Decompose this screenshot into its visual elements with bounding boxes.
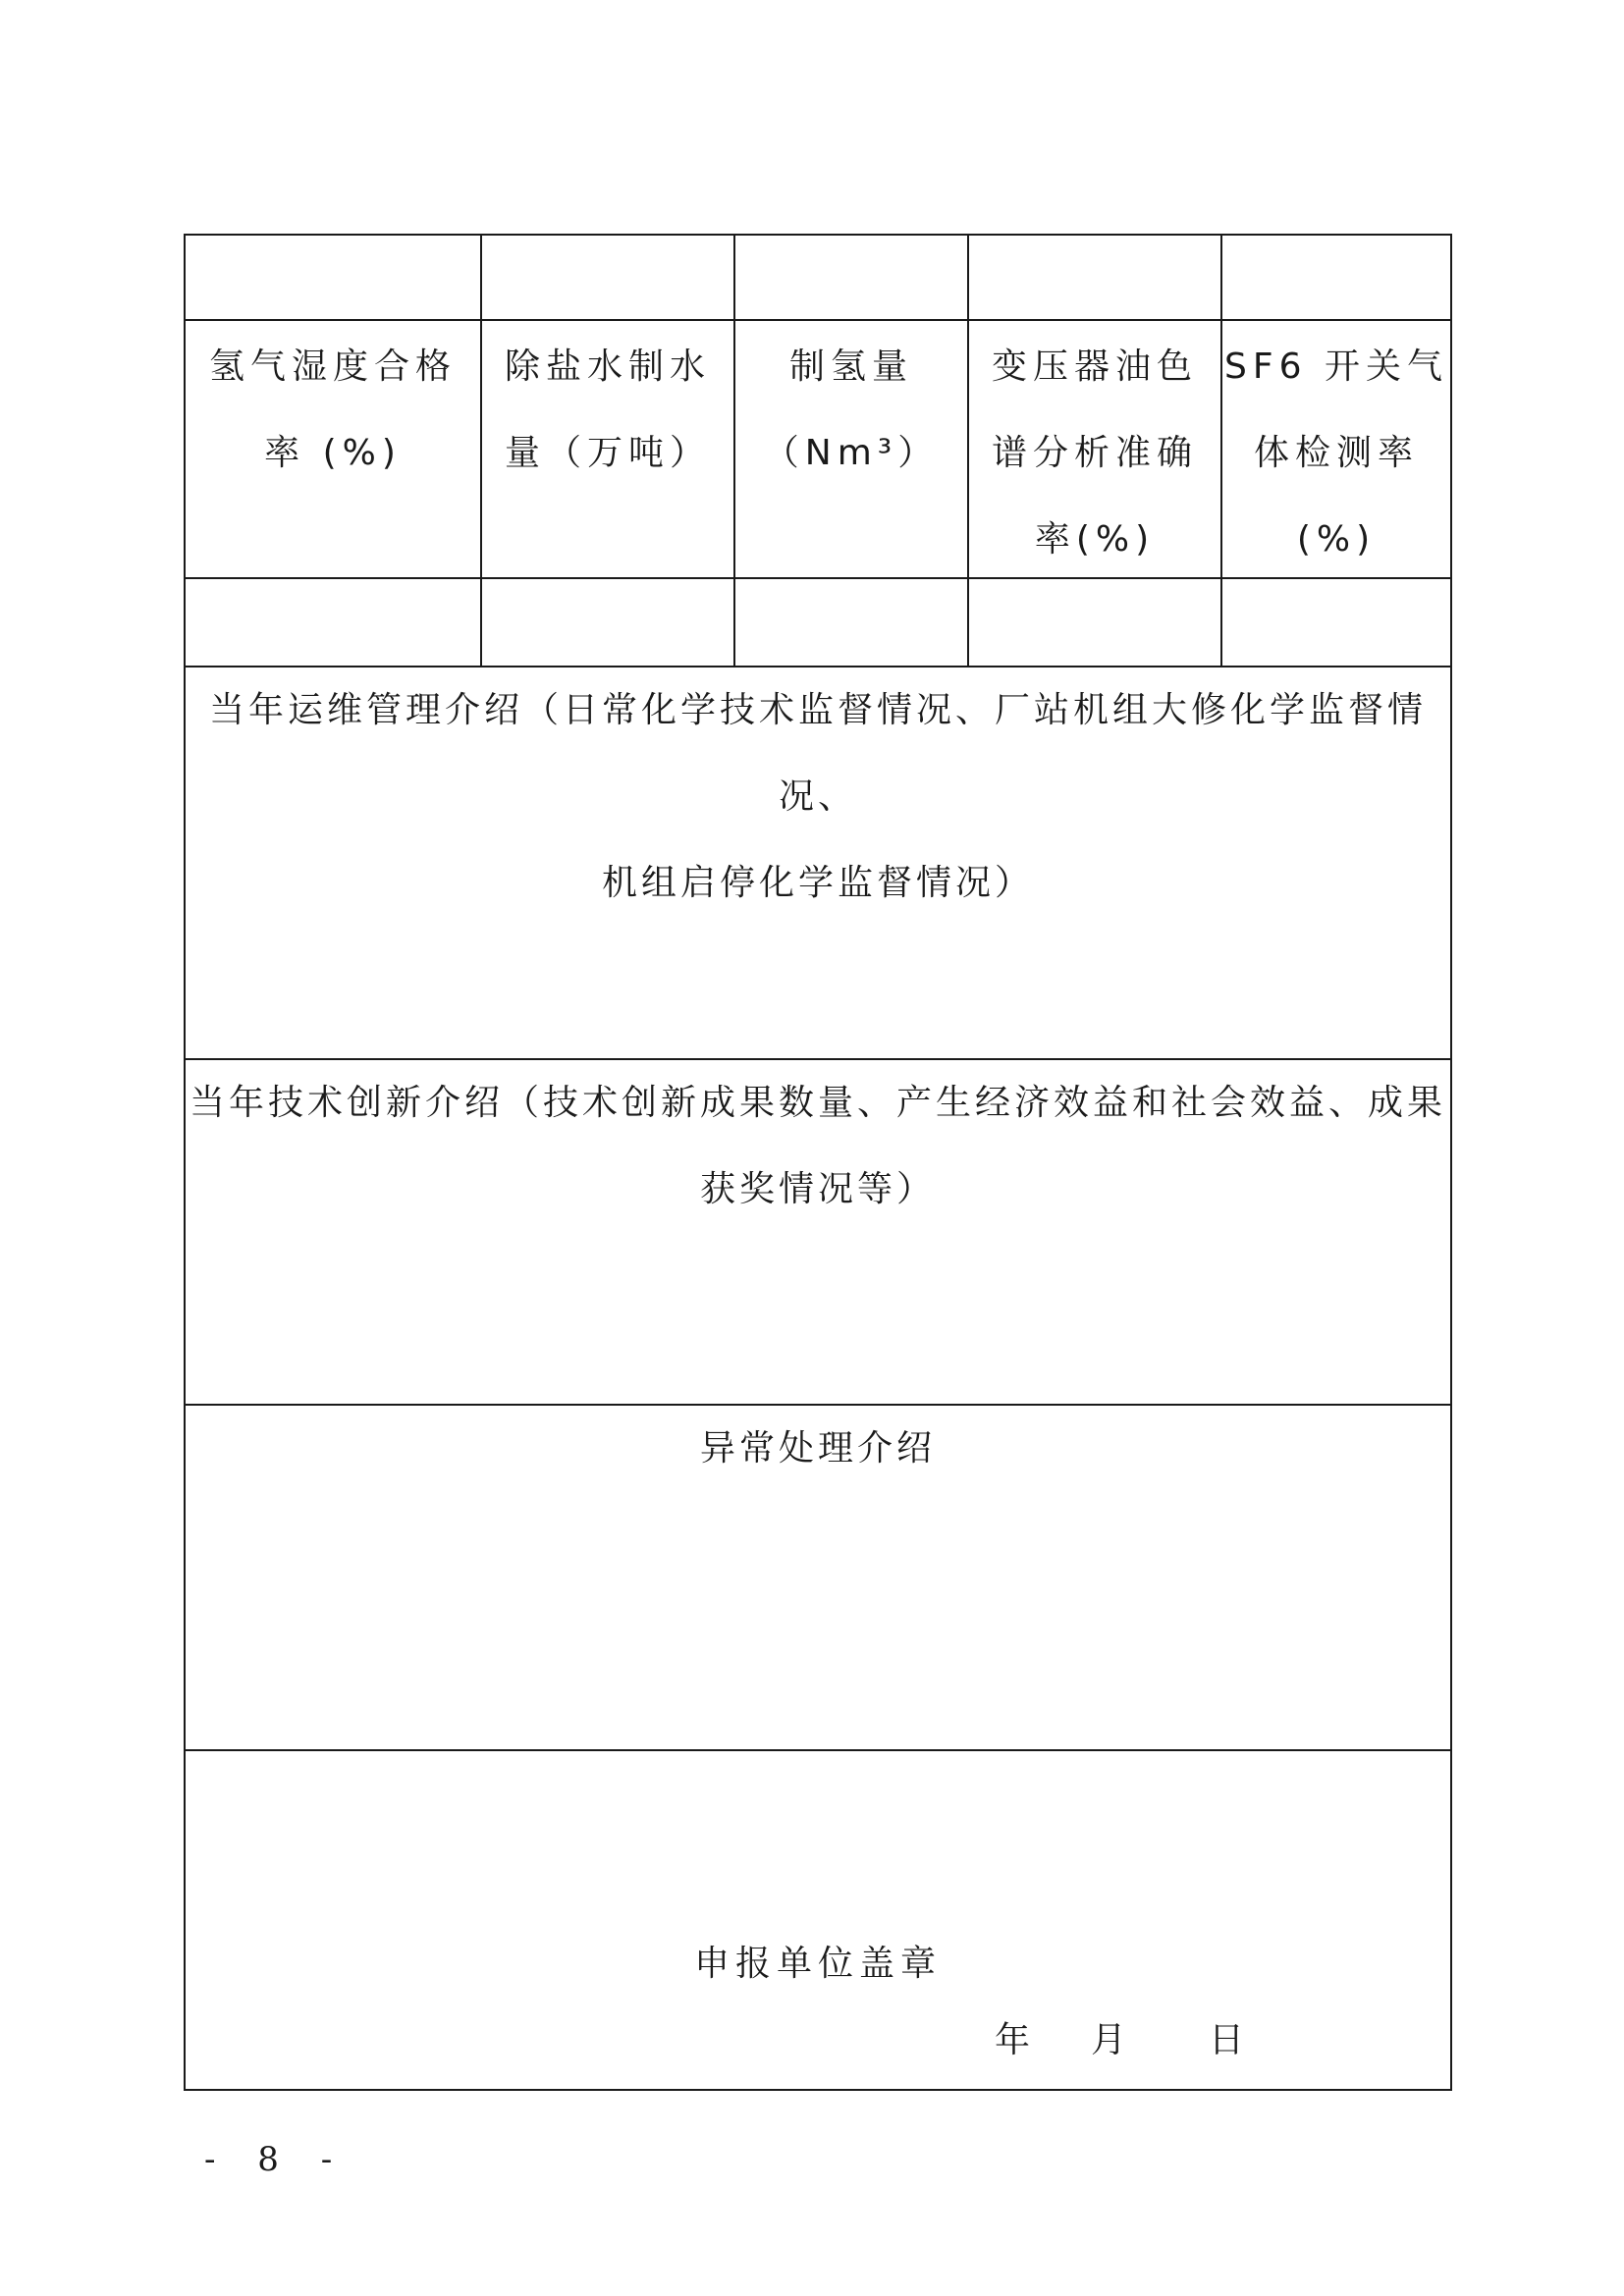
innovation-intro-section[interactable] [184,1060,1452,1404]
header-hydrogen-humidity-rate [186,324,480,497]
section-heading-line: 当年运维管理介绍（日常化学技术监督情况、厂站机组大修化学监督情况、 [208,690,1427,817]
header-line: 率 (%) [264,433,402,473]
indicator-value-cell[interactable] [482,579,733,666]
indicator-value-cell[interactable] [186,579,480,666]
blank-value-cell[interactable] [969,236,1220,319]
section-heading-line: 当年技术创新介绍（技术创新成果数量、产生经济效益和社会效益、成果 [189,1083,1446,1123]
blank-value-cell[interactable] [735,236,967,319]
month-label: 月 [1091,2020,1127,2060]
header-line: 制氢量 [788,347,913,387]
section-heading: 异常处理介绍 [699,1428,936,1468]
indicator-value-cell[interactable] [735,579,967,666]
header-line: 除盐水制水 [504,347,711,387]
header-line: (%) [1296,519,1377,560]
indicator-value-cell[interactable] [969,579,1220,666]
seal-label: 申报单位盖章 [693,1944,942,1984]
indicator-value-cell[interactable] [1222,579,1450,666]
application-form-table [184,234,1452,2091]
header-line: SF6 开关气 [1224,347,1448,387]
blank-value-cell[interactable] [482,236,733,319]
operations-intro-section[interactable] [184,667,1452,1058]
row-divider [184,1749,1452,1751]
blank-value-cell[interactable] [186,236,480,319]
header-line: 氢气湿度合格 [208,347,457,387]
page-number: - 8 - [204,2140,349,2179]
anomaly-intro-section[interactable] [184,1406,1452,1749]
table-border-bottom [184,2089,1452,2091]
day-label: 日 [1209,2020,1245,2060]
section-heading-line: 机组启停化学监督情况） [601,863,1034,903]
header-line: 量（万吨） [504,433,711,473]
header-line: 变压器油色 [991,347,1198,387]
blank-value-cell[interactable] [1222,236,1450,319]
header-hydrogen-production [735,324,967,497]
row-divider [184,319,1452,321]
section-heading-line: 获奖情况等） [699,1169,936,1209]
header-line: （Nm³） [763,433,940,473]
header-sf6-gas-detection-rate [1222,324,1450,583]
header-line: 谱分析准确 [991,433,1198,473]
header-line: 体检测率 [1253,433,1419,473]
header-demineralized-water-output [482,324,733,497]
header-line: 率(%) [1034,519,1156,560]
header-transformer-oil-chromatography-accuracy [969,324,1220,583]
year-label: 年 [995,2020,1031,2060]
